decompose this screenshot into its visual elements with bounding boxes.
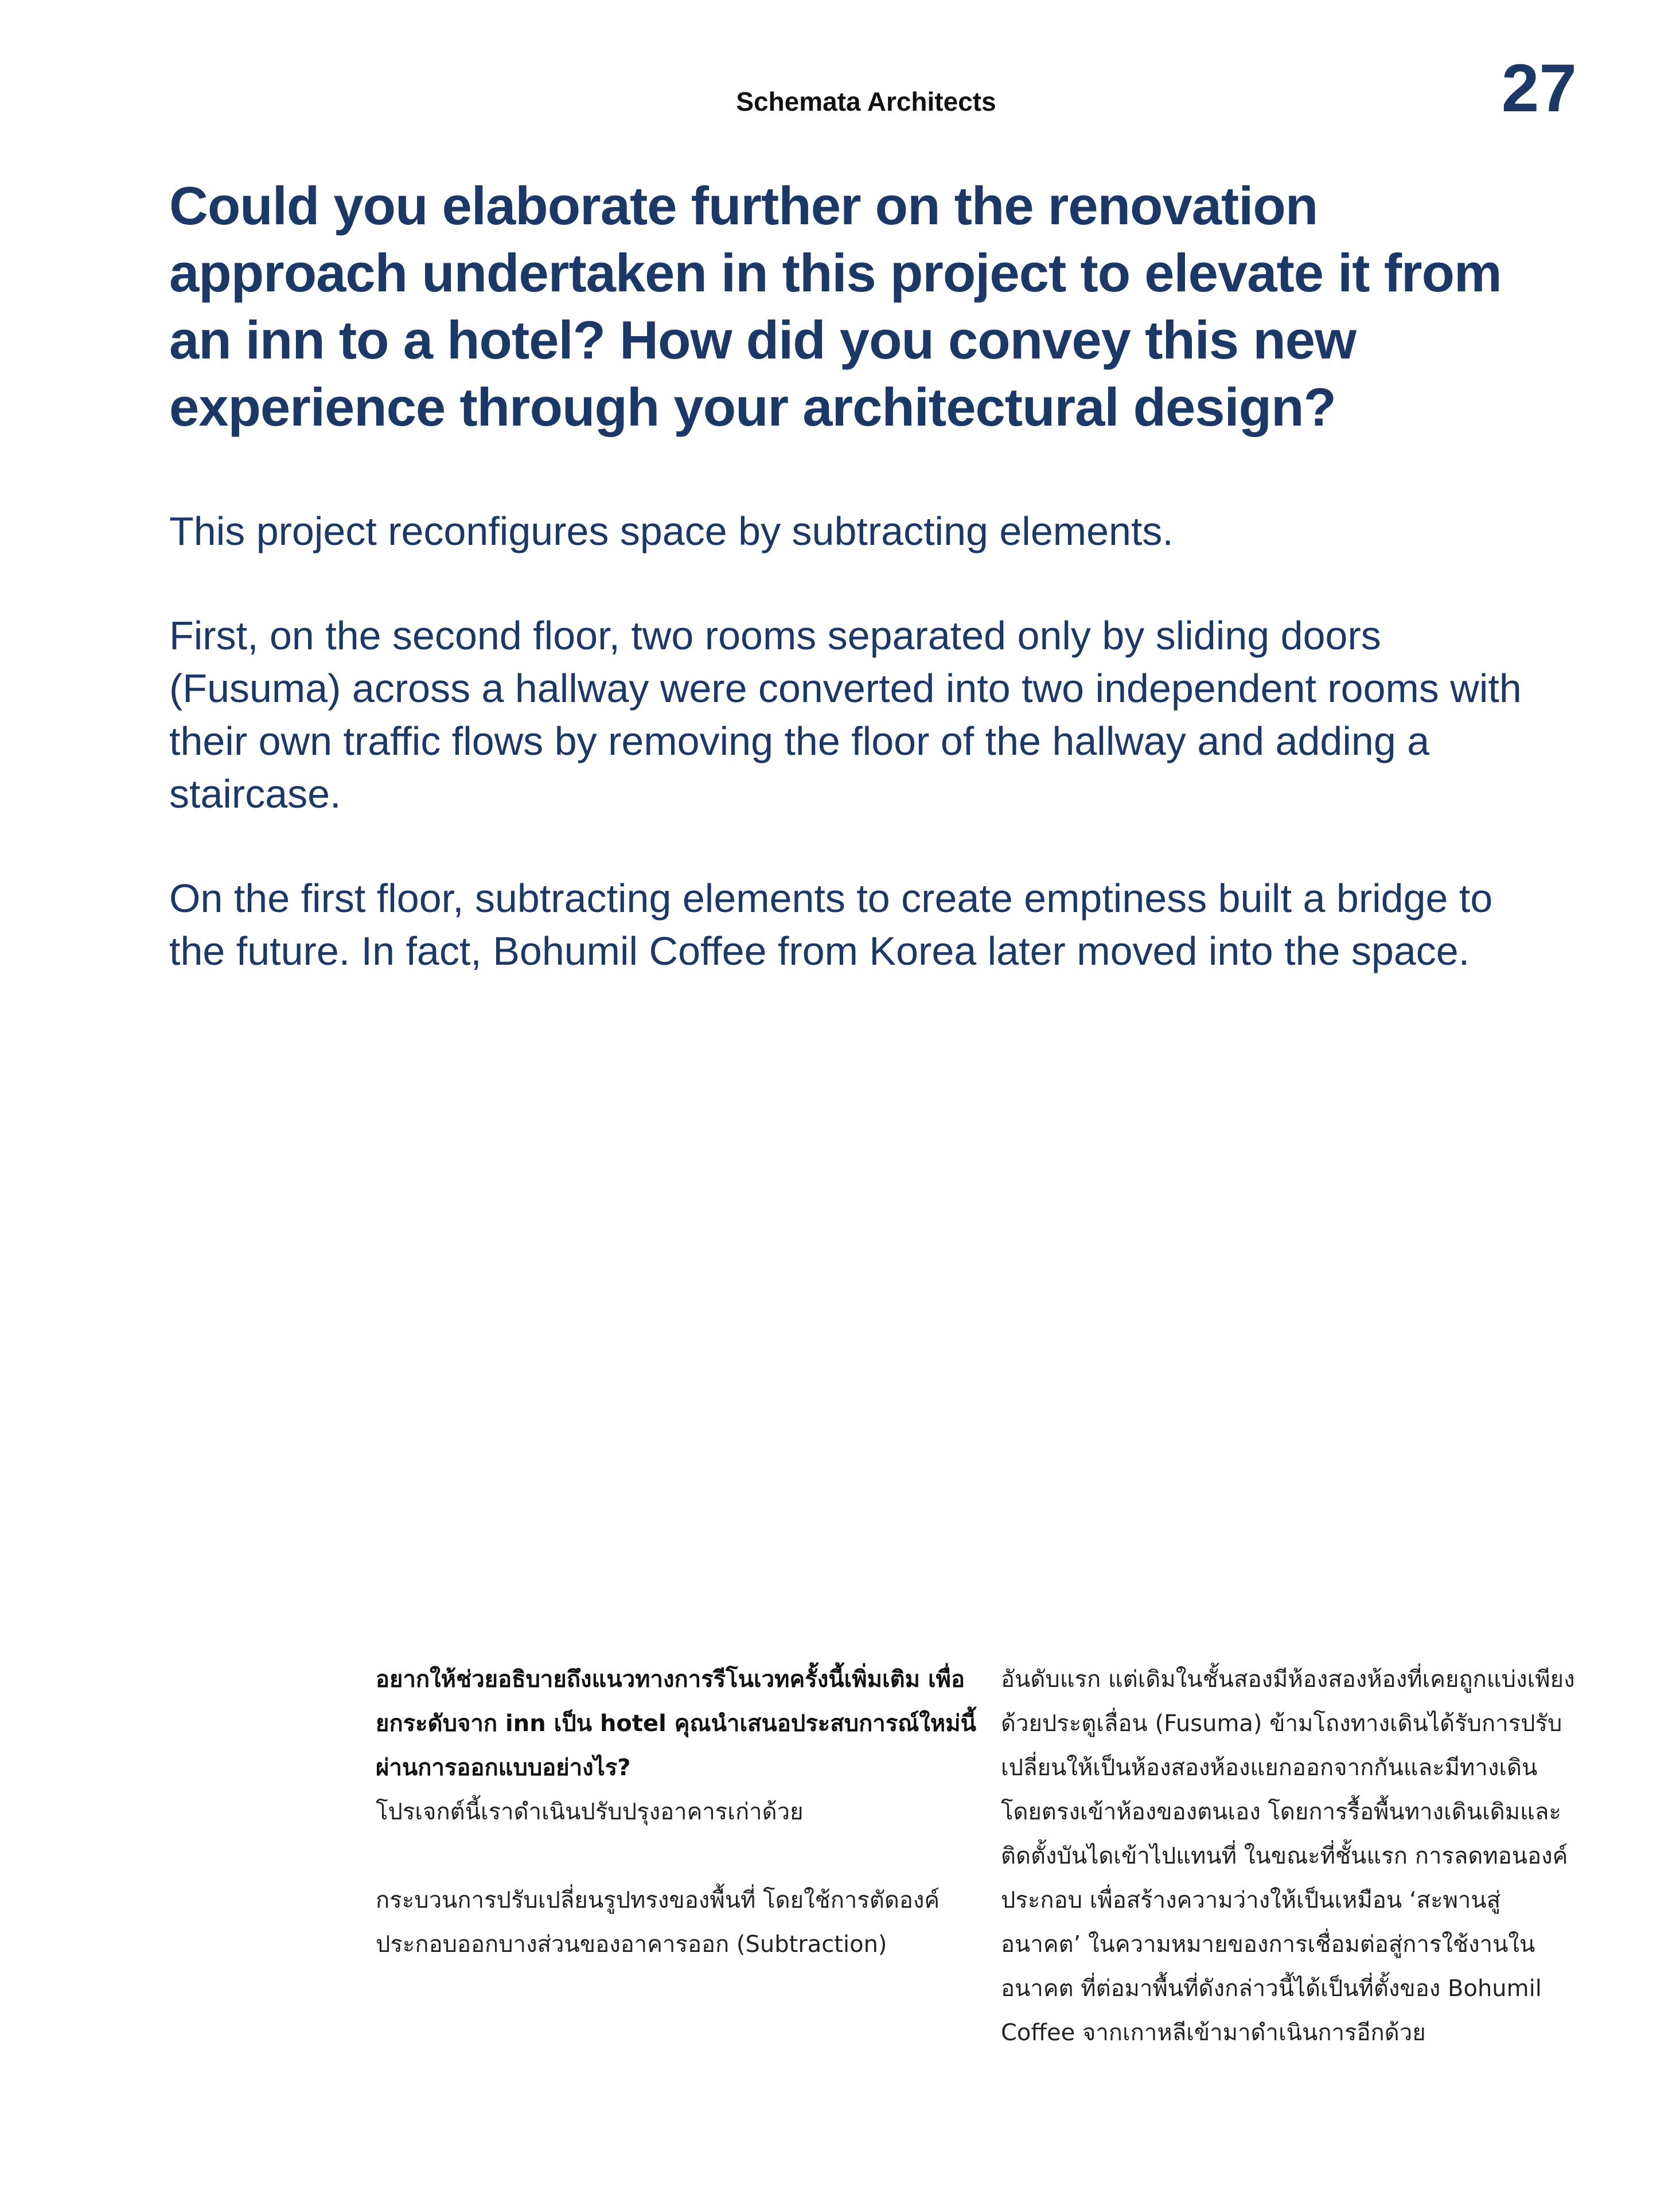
running-header-title: Schemata Architects	[736, 87, 996, 116]
thai-question-heading: อยากให้ช่วยอธิบายถึงแนวทางการรีโนเวทครั้งนี้เพิ่มเติม เพื่อยกระดับจาก inn เป็น hotel คุณนำเสนอประสบการณ์ใหม่นี้ผ่านการออกแบบอย่างไร?	[376, 1666, 976, 1781]
thai-answer-paragraph-2: กระบวนการปรับเปลี่ยนรูปทรงของพื้นที่ โดยใช้การตัดองค์ประกอบออกบางส่วนของอาคารออก (Subtraction)	[376, 1887, 940, 1958]
english-question-heading: Could you elaborate further on the renovation approach undertaken in this project to elevate it from an inn to a hotel? How did you convey this new experience through your architectural design?	[169, 176, 1502, 437]
english-answer-paragraph-1: This project reconfigures space by subtracting elements.	[169, 509, 1174, 554]
english-answer-paragraph-2: First, on the second floor, two rooms separated only by sliding doors (Fusuma) across a hallway were converted into two independent rooms with their own traffic flows by removing the floor of the hallway and adding a staircase.	[169, 613, 1522, 816]
thai-answer-paragraph-3: อันดับแรก แต่เดิมในชั้นสองมีห้องสองห้องที่เคยถูกแบ่งเพียงด้วยประตูเลื่อน (Fusuma) ข้ามโถงทางเดินได้รับการปรับเปลี่ยนให้เป็นห้องสองห้องแยกออกจากกันและมีทางเดินโดยตรงเข้าห้องของตนเอง โดยการรื้อพื้นทางเดินเดิมและติดตั้งบันไดเข้าไปแทนที่ ในขณะที่ชั้นแรก การลดทอนองค์ประกอบ เพื่อสร้างความว่างให้เป็นเหมือน ‘สะพานสู่อนาคต’ ในความหมายของการเชื่อมต่อสู่การใช้งานในอนาคต ที่ต่อมาพื้นที่ดังกล่าวนี้ได้เป็นที่ตั้งของ Bohumil Coffee จากเกาหลีเข้ามาดำเนินการอีกด้วย	[1001, 1666, 1575, 2046]
page-number: 27	[1501, 50, 1577, 126]
paragraph-spacer	[376, 1834, 984, 1878]
thai-answer-paragraph-1: โปรเจกต์นี้เราดำเนินปรับปรุงอาคารเก่าด้วย	[376, 1799, 804, 1825]
thai-left-column	[376, 1658, 984, 1967]
english-answer-paragraph-3: On the first floor, subtracting elements to create emptiness built a bridge to the future. In fact, Bohumil Coffee from Korea later moved into the space.	[169, 876, 1493, 973]
thai-right-column	[1001, 1658, 1580, 2055]
